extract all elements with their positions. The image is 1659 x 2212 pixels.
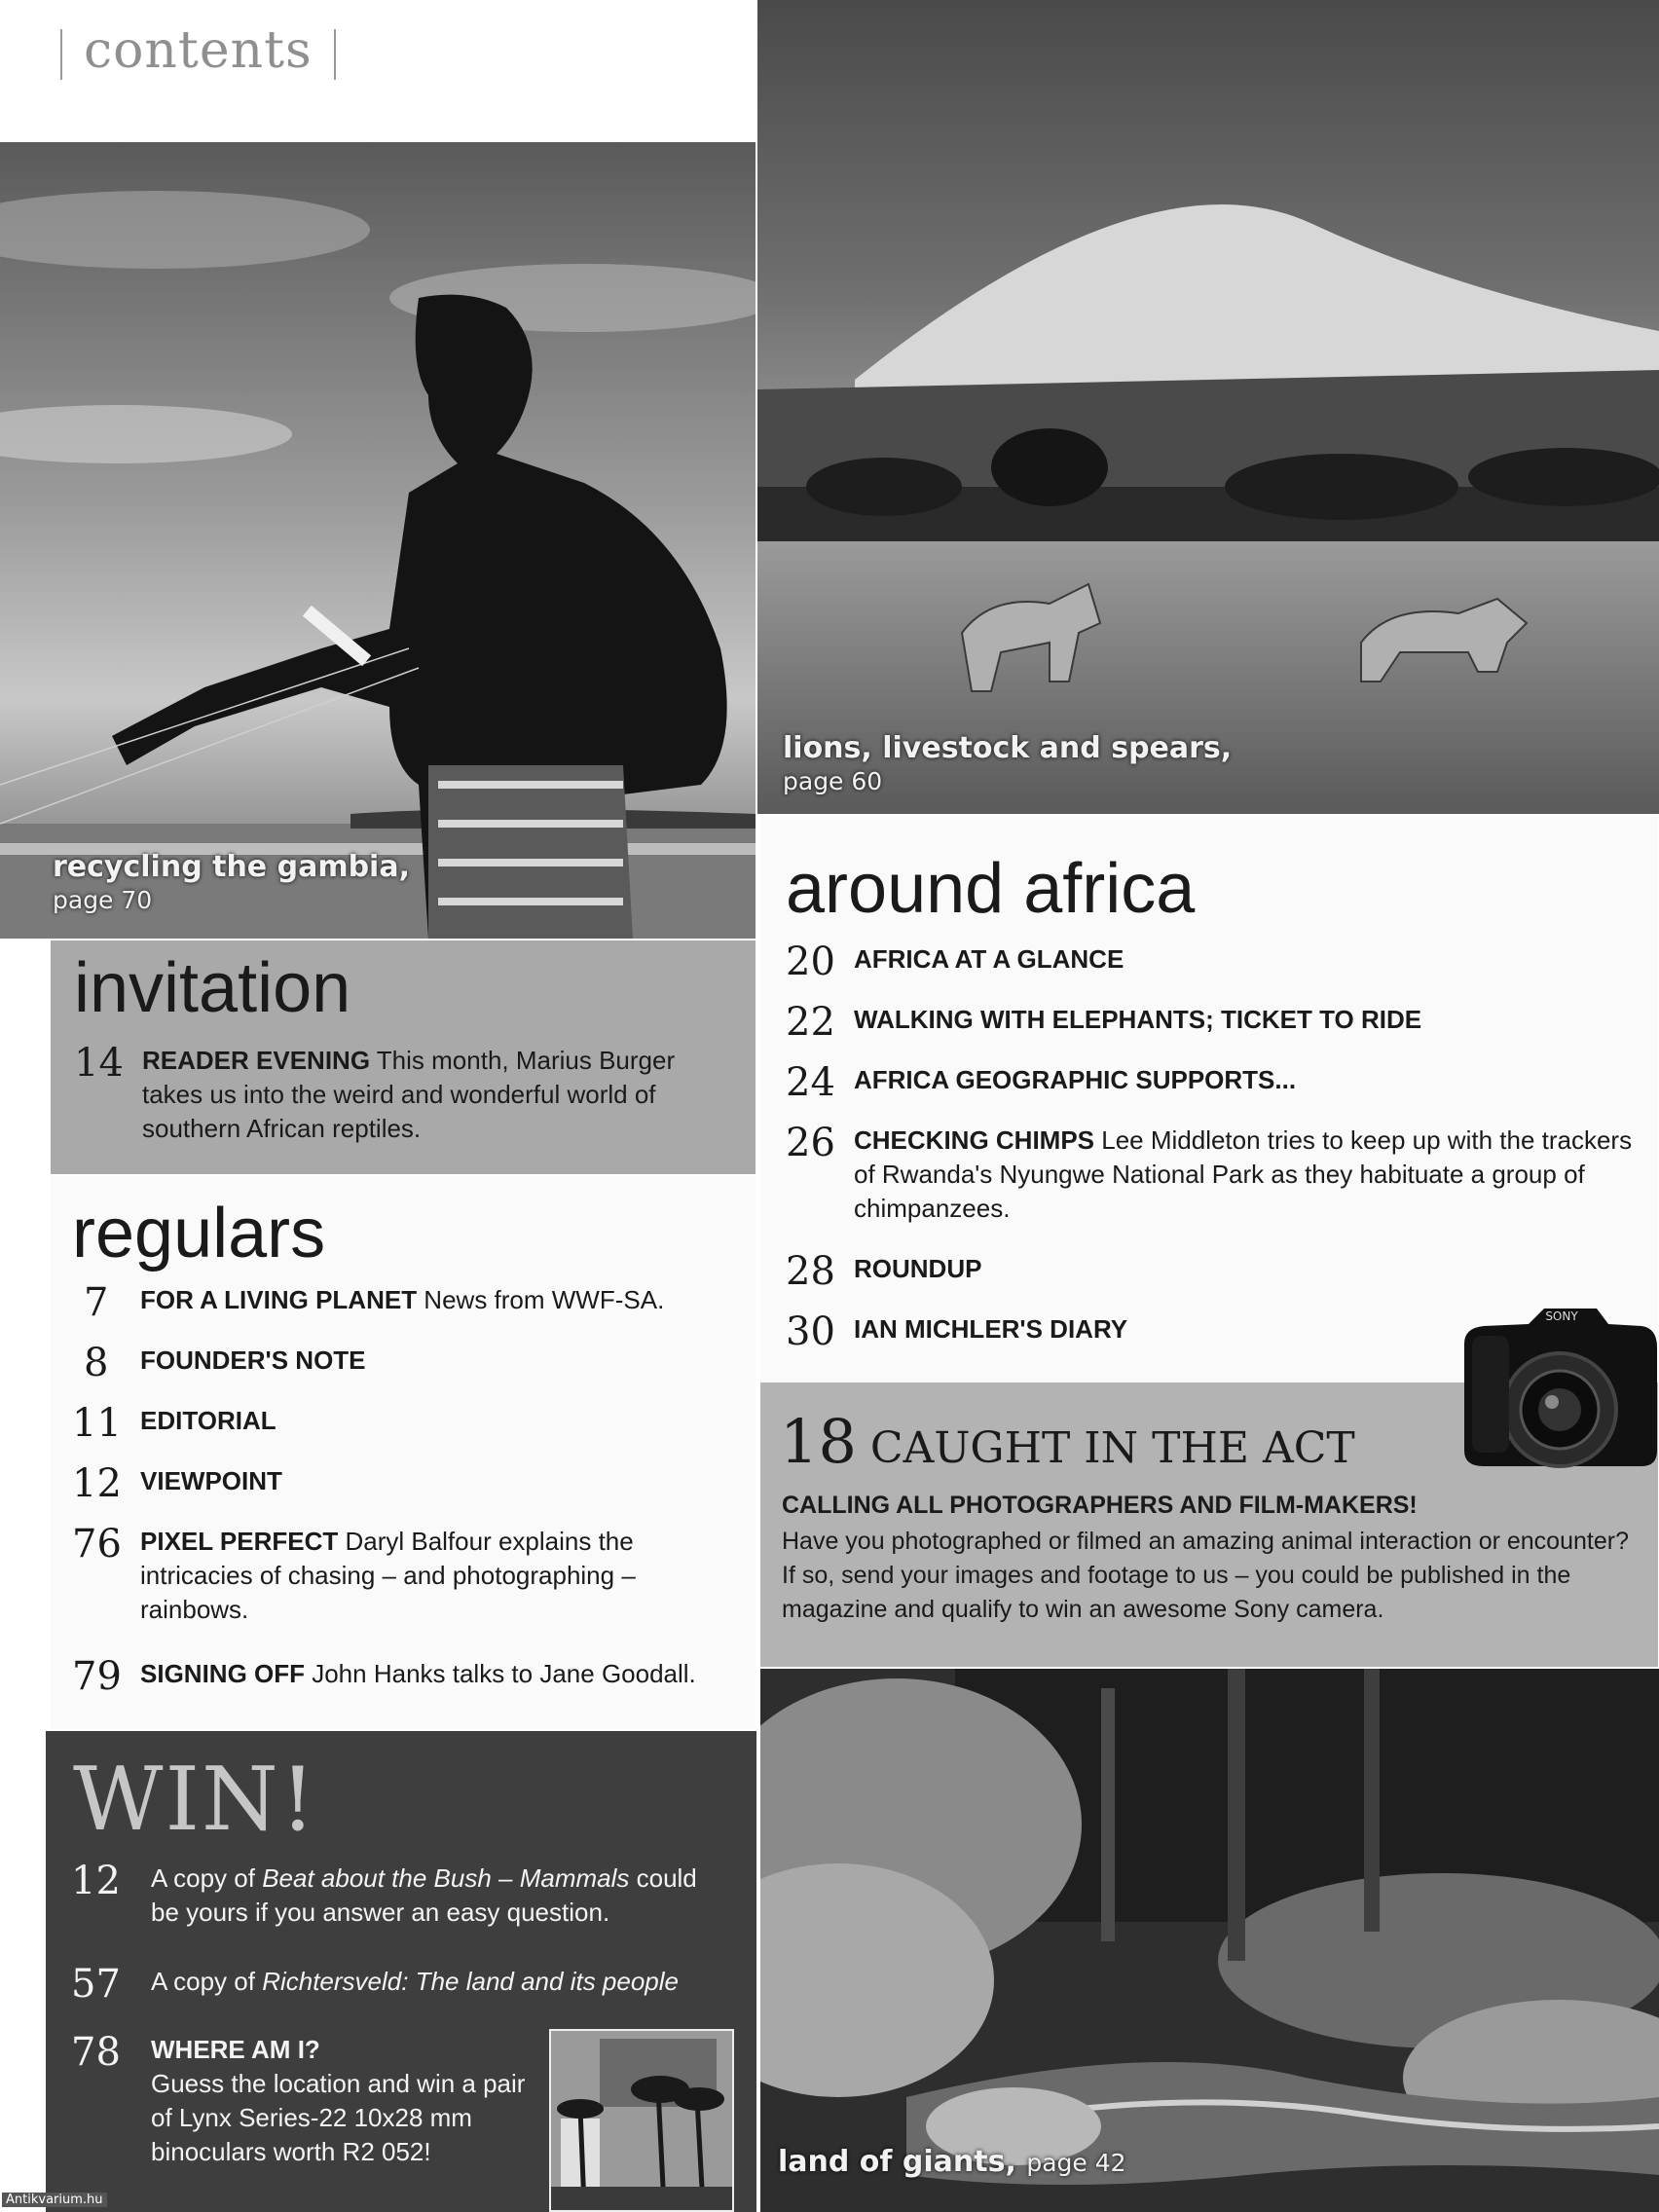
around-africa-entry[interactable] [786, 1060, 1642, 1105]
around-africa-entry[interactable] [786, 1000, 1642, 1045]
giants-caption [778, 2146, 1126, 2180]
contents-title: contents [84, 21, 313, 80]
camera-icon [1451, 1305, 1659, 1482]
photo-land-of-giants[interactable] [760, 1669, 1659, 2212]
around-africa-section [760, 816, 1658, 1382]
entry-body: This month, Marius Burger takes us into the weird and wonderful world of southern African reptiles. [142, 1046, 676, 1143]
regulars-entry[interactable] [72, 1461, 744, 1506]
regulars-entry[interactable] [72, 1341, 744, 1385]
photo-recycling-the-gambia[interactable] [0, 142, 756, 939]
where-am-i-image [551, 2031, 734, 2212]
win-entry[interactable] [71, 2030, 538, 2169]
entry-page-number: 12 [71, 1859, 121, 1903]
entry-text [140, 1464, 724, 1503]
giants-caption-page: page 42 [1026, 2149, 1126, 2177]
book-title: Beat about the Bush – Mammals [262, 1863, 630, 1893]
entry-heading: IAN MICHLER'S DIARY [854, 1314, 1128, 1344]
entry-heading: READER EVENING [142, 1046, 371, 1075]
entry-text [854, 1124, 1642, 1226]
around-africa-entry[interactable] [786, 1121, 1642, 1226]
entry-text [151, 2033, 531, 2169]
entry-page-number: 22 [786, 1000, 835, 1045]
entry-text [140, 1404, 724, 1443]
regulars-entry[interactable] [72, 1522, 744, 1627]
gambia-caption-text: recycling the gambia, [53, 850, 410, 884]
gambia-photo-art [0, 142, 756, 939]
lions-caption-page: page 60 [783, 767, 883, 795]
entry-text [140, 1344, 724, 1382]
entry-text [140, 1283, 724, 1322]
entry-page-number: 20 [786, 940, 835, 984]
entry-body: Daryl Balfour explains the intricacies of chasing – and photographing – rainbows. [140, 1527, 636, 1624]
giants-photo-art [760, 1669, 1659, 2212]
win-section [46, 1731, 756, 2212]
entry-page-number: 79 [72, 1654, 122, 1699]
book-title: Richtersveld: The land and its people [262, 1967, 679, 1996]
win-entry[interactable] [71, 1859, 743, 1930]
entry-page-number: 57 [71, 1962, 121, 2007]
caught-body: Have you photographed or filmed an amazing animal interaction or encounter? If so, send your images and footage to us – you could be published in the magazine and qualify to win an awesome Sony camera. [782, 1528, 1629, 1623]
entry-text [140, 1657, 724, 1696]
entry-heading: WHERE AM I? [151, 2035, 320, 2064]
entry-body: Guess the location and win a pair of Lynx Series-22 10x28 mm binoculars worth R2 052! [151, 2069, 526, 2166]
camera-art [1451, 1305, 1659, 1482]
entry-page-number: 28 [786, 1249, 835, 1294]
around-africa-entry[interactable] [786, 940, 1642, 984]
title-divider-left [60, 29, 62, 80]
invitation-title: invitation [74, 949, 351, 1027]
regulars-title: regulars [72, 1195, 326, 1272]
entry-page-number: 14 [74, 1041, 124, 1086]
entry-text [142, 1044, 726, 1146]
lions-photo-art [757, 0, 1659, 814]
entry-heading: VIEWPOINT [140, 1466, 282, 1495]
entry-heading: WALKING WITH ELEPHANTS; TICKET TO RIDE [854, 1005, 1422, 1034]
page-title [60, 21, 357, 80]
entry-heading: PIXEL PERFECT [140, 1527, 339, 1556]
entry-page-number: 7 [84, 1280, 109, 1325]
win-title: WIN! [73, 1749, 317, 1851]
entry-body: John Hanks talks to Jane Goodall. [305, 1659, 696, 1688]
entry-prefix: A copy of [151, 1967, 263, 1996]
title-divider-right [334, 29, 336, 80]
entry-heading: AFRICA AT A GLANCE [854, 944, 1124, 974]
lions-caption [783, 732, 1232, 798]
entry-text [151, 1862, 725, 1930]
entry-text [854, 942, 1633, 981]
caught-title [780, 1406, 1355, 1477]
camera-brand: SONY [1545, 1309, 1578, 1323]
entry-prefix: A copy of [151, 1863, 263, 1893]
lions-caption-text: lions, livestock and spears, [783, 731, 1233, 765]
entry-text [140, 1525, 705, 1627]
invitation-entry[interactable] [74, 1041, 746, 1146]
regulars-entry[interactable] [72, 1280, 744, 1325]
caught-heading: CAUGHT IN THE ACT [869, 1423, 1355, 1473]
photo-lions-livestock-spears[interactable] [757, 0, 1659, 814]
entry-body: could be yours if you answer an easy question. [151, 1863, 697, 1927]
entry-page-number: 26 [786, 1121, 835, 1165]
caught-subtitle: CALLING ALL PHOTOGRAPHERS AND FILM-MAKERS! [782, 1492, 1418, 1519]
entry-heading: SIGNING OFF [140, 1659, 305, 1688]
entry-heading: CHECKING CHIMPS [854, 1125, 1095, 1155]
entry-text [854, 1063, 1633, 1102]
regulars-entry[interactable] [72, 1654, 744, 1699]
watermark: Antikvarium.hu [2, 2193, 107, 2207]
entry-text [854, 1003, 1633, 1042]
around-africa-entry[interactable] [786, 1249, 1642, 1294]
entry-page-number: 8 [84, 1341, 109, 1385]
entry-heading: AFRICA GEOGRAPHIC SUPPORTS... [854, 1065, 1297, 1094]
where-am-i-thumbnail[interactable] [549, 2029, 734, 2212]
entry-text [854, 1252, 1633, 1291]
entry-page-number: 24 [786, 1060, 835, 1105]
entry-body: News from WWF-SA. [417, 1285, 665, 1314]
entry-text [151, 1965, 725, 2004]
entry-body: Lee Middleton tries to keep up with the trackers of Rwanda's Nyungwe National Park as they habituate a group of chimpanzees. [854, 1125, 1633, 1223]
entry-page-number: 76 [72, 1522, 122, 1567]
entry-heading: ROUNDUP [854, 1254, 982, 1283]
entry-page-number: 78 [71, 2030, 121, 2075]
gambia-caption-page: page 70 [53, 886, 153, 914]
regulars-entry[interactable] [72, 1401, 744, 1446]
entry-heading: EDITORIAL [140, 1406, 276, 1435]
caught-page-number: 18 [780, 1406, 857, 1477]
around-africa-title: around africa [786, 850, 1196, 928]
regulars-section [51, 1176, 756, 1729]
entry-page-number: 11 [72, 1401, 122, 1446]
entry-heading: FOUNDER'S NOTE [140, 1346, 366, 1375]
win-entry[interactable] [71, 1962, 743, 2007]
giants-caption-text: land of giants, [778, 2145, 1016, 2179]
gambia-caption [53, 851, 410, 917]
invitation-section [51, 940, 756, 1174]
entry-page-number: 30 [786, 1309, 835, 1354]
entry-heading: FOR A LIVING PLANET [140, 1285, 418, 1314]
entry-page-number: 12 [72, 1461, 122, 1506]
